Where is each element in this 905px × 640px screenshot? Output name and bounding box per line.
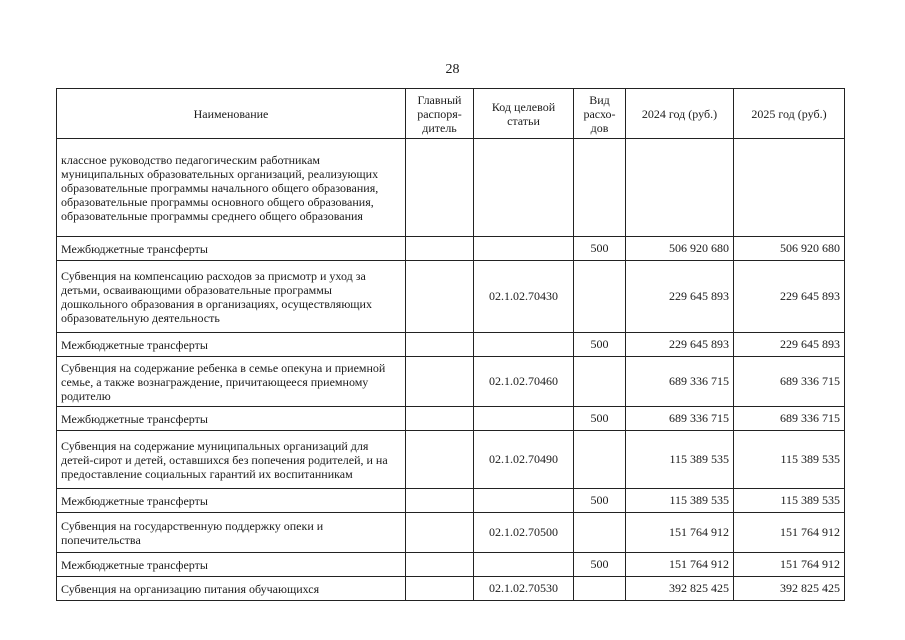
cell-2025: 506 920 680 [734, 237, 845, 261]
table-row [57, 553, 845, 577]
cell-target-code [474, 237, 574, 261]
table-row [57, 333, 845, 357]
table-row [57, 577, 845, 601]
table-row [57, 357, 845, 407]
cell-expense-type [574, 513, 626, 553]
cell-expense-type: 500 [574, 553, 626, 577]
cell-main-manager [406, 333, 474, 357]
col-header-name: Наименование [57, 89, 406, 139]
cell-2025: 229 645 893 [734, 333, 845, 357]
cell-2024: 229 645 893 [626, 261, 734, 333]
cell-expense-type [574, 431, 626, 489]
header-row [57, 89, 845, 139]
cell-2025: 229 645 893 [734, 261, 845, 333]
cell-2024: 115 389 535 [626, 431, 734, 489]
cell-name: Субвенция на содержание ребенка в семье опекуна и приемной семье, а также вознаграждение, причитающееся приемному родителю [57, 357, 406, 407]
col-header-main-manager: Главный распоря-дитель [406, 89, 474, 139]
cell-main-manager [406, 553, 474, 577]
cell-2024: 229 645 893 [626, 333, 734, 357]
cell-2025: 392 825 425 [734, 577, 845, 601]
table-row [57, 407, 845, 431]
cell-2025: 689 336 715 [734, 357, 845, 407]
cell-2024: 151 764 912 [626, 513, 734, 553]
table-row [57, 489, 845, 513]
cell-2024: 392 825 425 [626, 577, 734, 601]
cell-2024: 689 336 715 [626, 407, 734, 431]
cell-expense-type [574, 577, 626, 601]
cell-2025: 689 336 715 [734, 407, 845, 431]
cell-2024: 151 764 912 [626, 553, 734, 577]
cell-name: Субвенция на организацию питания обучающихся [57, 577, 406, 601]
budget-table [56, 88, 845, 601]
cell-expense-type [574, 357, 626, 407]
cell-target-code [474, 553, 574, 577]
cell-target-code [474, 139, 574, 237]
table-row [57, 261, 845, 333]
cell-2024: 506 920 680 [626, 237, 734, 261]
cell-expense-type [574, 261, 626, 333]
cell-expense-type: 500 [574, 489, 626, 513]
cell-main-manager [406, 139, 474, 237]
col-header-target-code: Код целевой статьи [474, 89, 574, 139]
cell-main-manager [406, 489, 474, 513]
cell-2024: 689 336 715 [626, 357, 734, 407]
cell-target-code: 02.1.02.70430 [474, 261, 574, 333]
cell-target-code [474, 489, 574, 513]
cell-target-code: 02.1.02.70490 [474, 431, 574, 489]
cell-2025: 151 764 912 [734, 513, 845, 553]
cell-2025: 115 389 535 [734, 431, 845, 489]
col-header-2024: 2024 год (руб.) [626, 89, 734, 139]
cell-main-manager [406, 577, 474, 601]
table-row [57, 513, 845, 553]
cell-name: Субвенция на государственную поддержку опеки и попечительства [57, 513, 406, 553]
cell-target-code [474, 407, 574, 431]
cell-2024 [626, 139, 734, 237]
table-row [57, 139, 845, 237]
cell-main-manager [406, 237, 474, 261]
cell-name: Межбюджетные трансферты [57, 407, 406, 431]
cell-main-manager [406, 407, 474, 431]
cell-name: Субвенция на содержание муниципальных организаций для детей-сирот и детей, оставшихся без попечения родителей, и на предоставление социальных гарантий их воспитанникам [57, 431, 406, 489]
cell-name: Межбюджетные трансферты [57, 489, 406, 513]
cell-target-code [474, 333, 574, 357]
cell-expense-type: 500 [574, 237, 626, 261]
cell-2025: 115 389 535 [734, 489, 845, 513]
cell-2025 [734, 139, 845, 237]
cell-target-code: 02.1.02.70460 [474, 357, 574, 407]
cell-2024: 115 389 535 [626, 489, 734, 513]
cell-expense-type: 500 [574, 407, 626, 431]
cell-name: Межбюджетные трансферты [57, 553, 406, 577]
cell-main-manager [406, 431, 474, 489]
cell-target-code: 02.1.02.70500 [474, 513, 574, 553]
cell-name: Межбюджетные трансферты [57, 333, 406, 357]
cell-name: классное руководство педагогическим работникам муниципальных образовательных организаций, реализующих образовательные программы начального общего образования, образовательные программы основного общего образования, образовательные программы среднего общего образования [57, 139, 406, 237]
cell-target-code: 02.1.02.70530 [474, 577, 574, 601]
cell-name: Субвенция на компенсацию расходов за присмотр и уход за детьми, осваивающими образовательные программы дошкольного образования в организациях, осуществляющих образовательную деятельность [57, 261, 406, 333]
cell-main-manager [406, 513, 474, 553]
table-row [57, 431, 845, 489]
cell-2025: 151 764 912 [734, 553, 845, 577]
cell-main-manager [406, 357, 474, 407]
col-header-2025: 2025 год (руб.) [734, 89, 845, 139]
col-header-expense-type: Вид расхо-дов [574, 89, 626, 139]
cell-expense-type [574, 139, 626, 237]
cell-main-manager [406, 261, 474, 333]
table-row [57, 237, 845, 261]
page-number: 28 [445, 62, 460, 77]
cell-name: Межбюджетные трансферты [57, 237, 406, 261]
cell-expense-type: 500 [574, 333, 626, 357]
